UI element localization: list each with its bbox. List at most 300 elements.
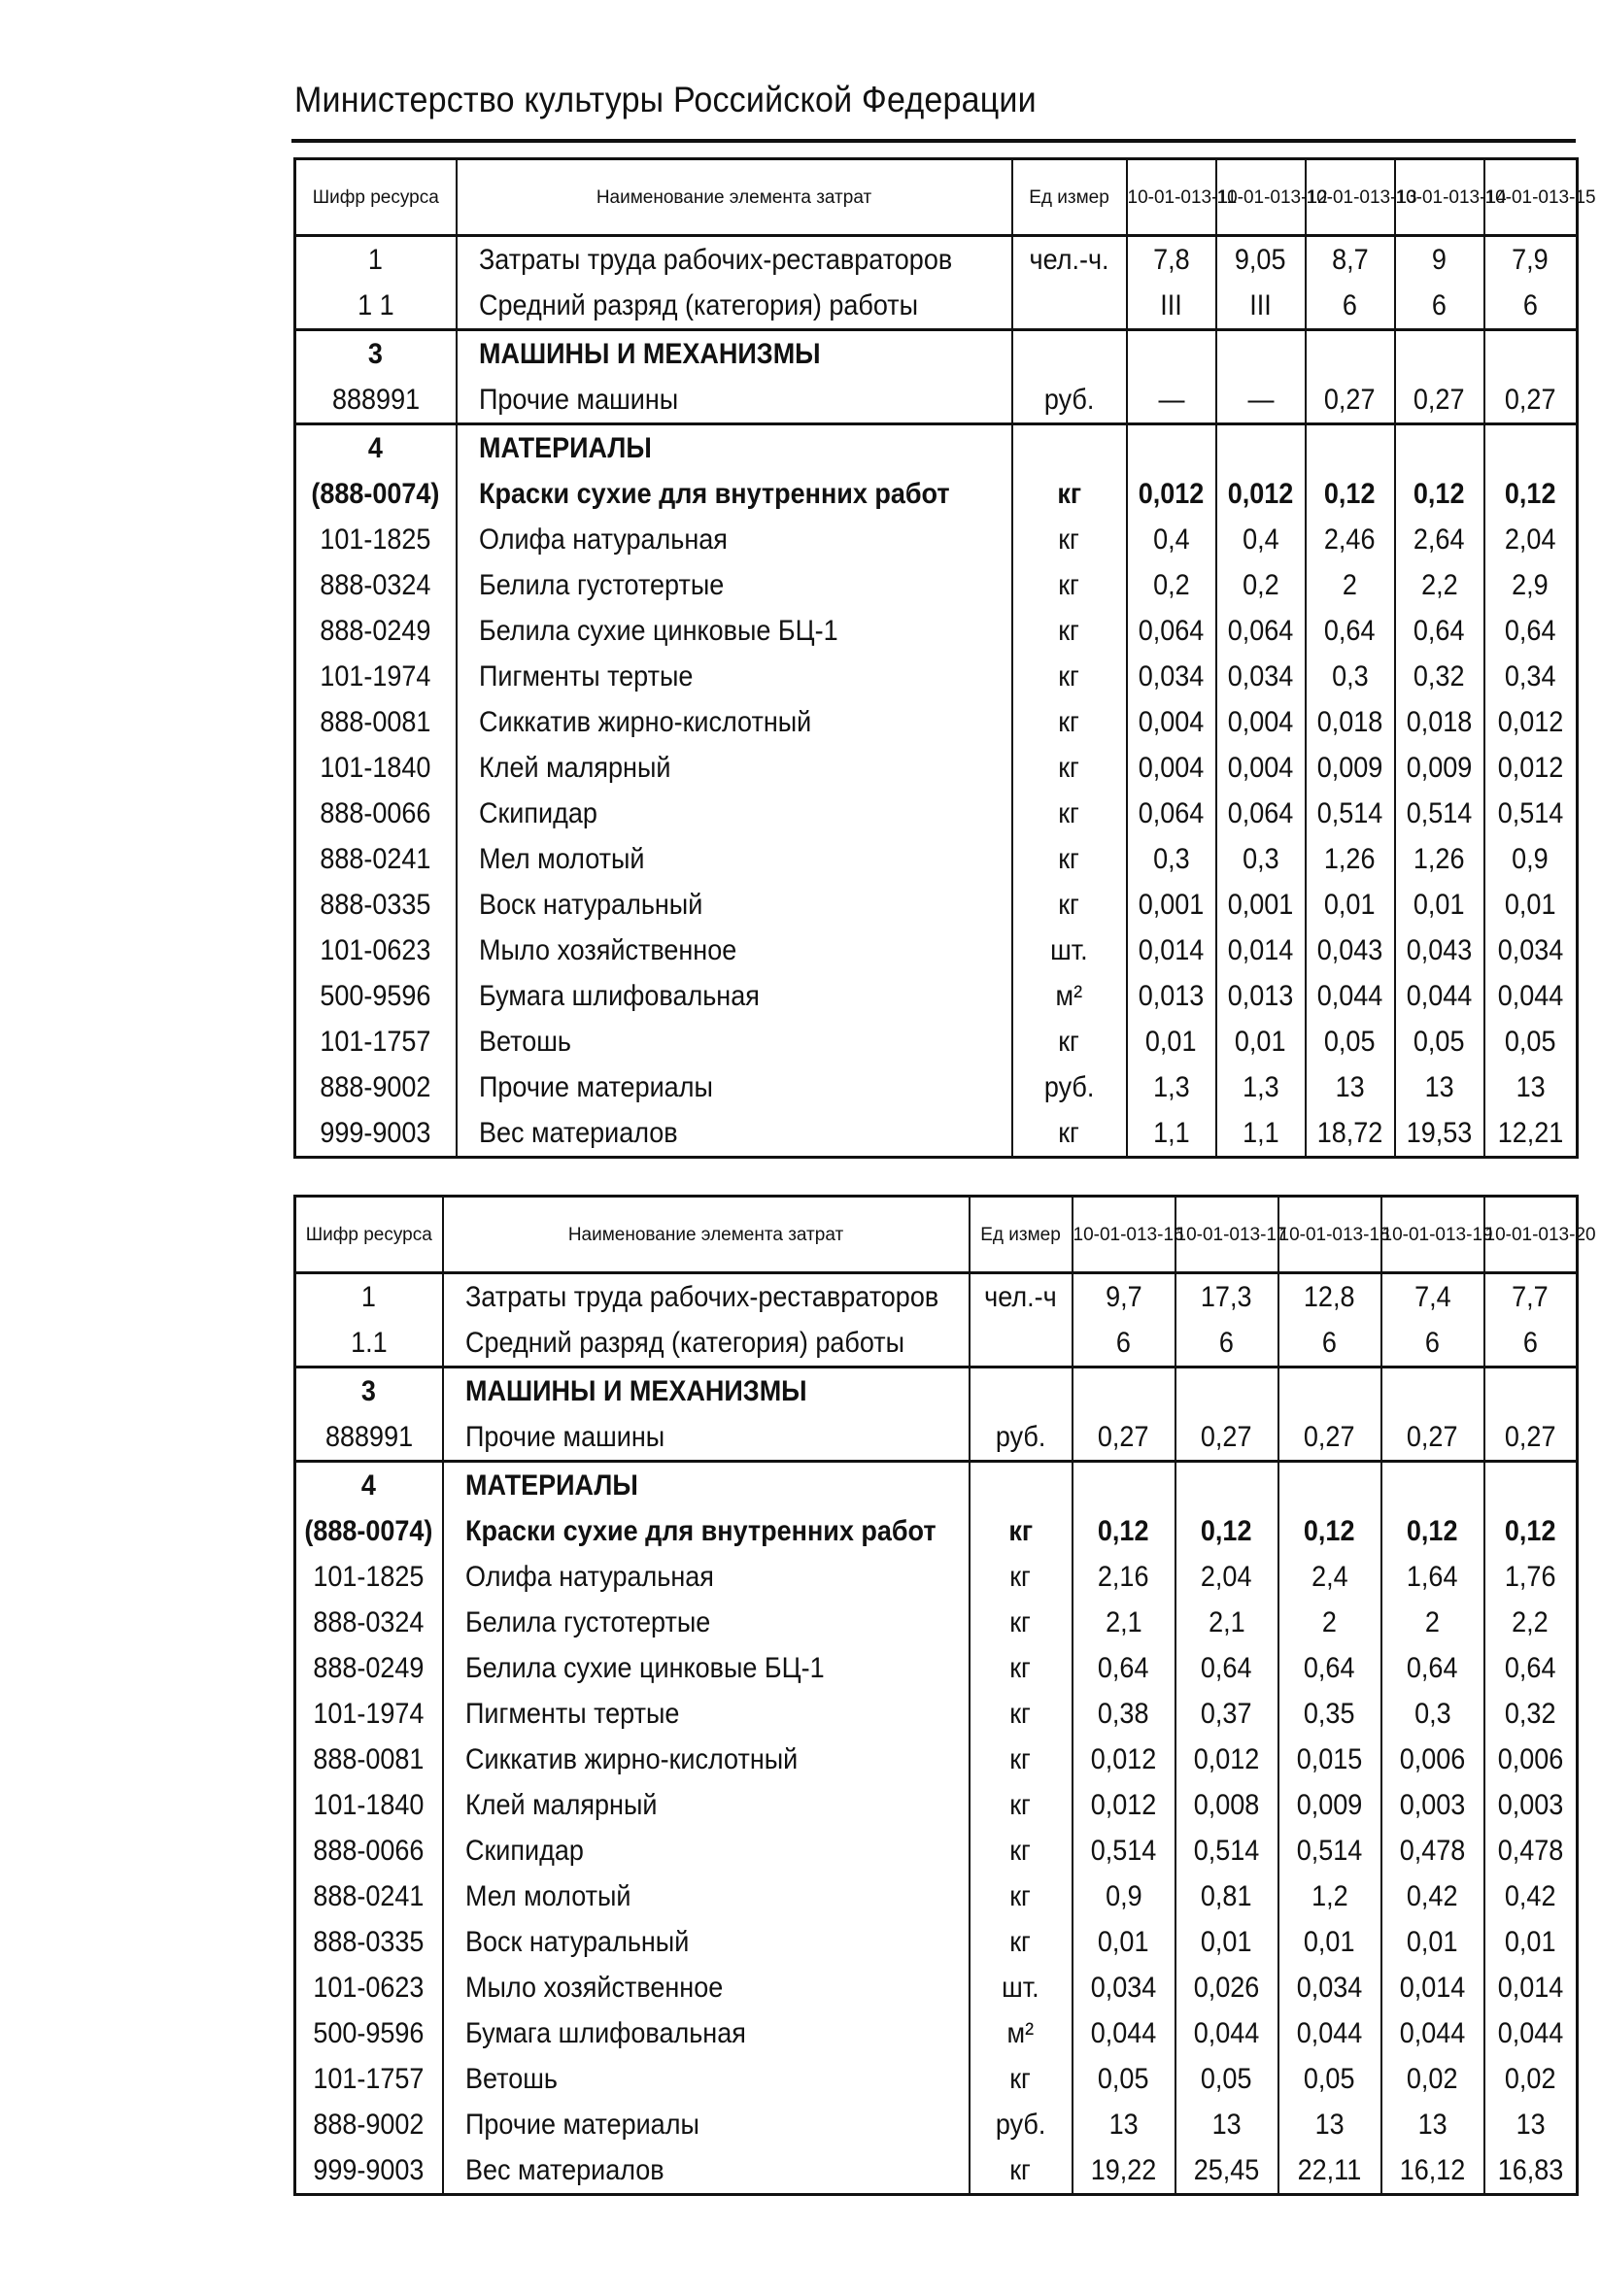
value-text: 0,514 xyxy=(1090,1835,1157,1867)
cell-value xyxy=(1073,2147,1175,2195)
page-title: Министерство культуры Российской Федерации xyxy=(294,80,1037,119)
value-text: 2,1 xyxy=(1208,1606,1245,1638)
value-text: 1,1 xyxy=(1242,1117,1279,1149)
resource-code-text: 888-0324 xyxy=(313,1606,425,1638)
value-text: 13 xyxy=(1335,1071,1365,1103)
table-row xyxy=(295,836,1578,882)
resource-code-text: 888-0249 xyxy=(313,1652,425,1684)
resource-code-text: 3 xyxy=(368,338,384,370)
value-text: 2 xyxy=(1424,1606,1441,1638)
value-text: 9 xyxy=(1431,244,1448,276)
cell-unit xyxy=(970,1414,1073,1462)
cell-value xyxy=(1127,791,1216,836)
cell-value xyxy=(1127,517,1216,562)
cell-item-name xyxy=(443,1737,970,1782)
value-text: 0,001 xyxy=(1227,889,1294,921)
item-name-text: Бумага шлифовальная xyxy=(464,2017,746,2049)
item-name-text: Прочие машины xyxy=(464,1421,664,1453)
value-text: 0,012 xyxy=(1193,1743,1260,1775)
value-text: 0,043 xyxy=(1316,934,1383,966)
item-name-text: Воск натуральный xyxy=(464,1926,689,1958)
cell-value xyxy=(1127,654,1216,699)
item-name-text: Белила сухие цинковые БЦ-1 xyxy=(464,1652,825,1684)
item-name-text: Мел молотый xyxy=(464,1880,630,1912)
cell-value xyxy=(1306,236,1395,284)
cell-value xyxy=(1278,1691,1381,1737)
cell-unit xyxy=(1012,377,1127,424)
value-text: 0,018 xyxy=(1406,706,1473,738)
resource-code-text: 888-9002 xyxy=(313,2109,425,2141)
cell-value xyxy=(1216,608,1306,654)
header-code: Шифр ресурса xyxy=(295,159,457,236)
cell-item-name xyxy=(457,791,1012,836)
resource-code-text: 4 xyxy=(368,432,384,464)
cell-value xyxy=(1127,377,1216,424)
table-row xyxy=(295,1273,1578,1321)
item-name-text: МАТЕРИАЛЫ xyxy=(464,1469,638,1502)
cell-resource-code xyxy=(295,1691,443,1737)
cell-value xyxy=(1306,836,1395,882)
item-name-text: Мыло хозяйственное xyxy=(464,1972,723,2004)
cell-value xyxy=(1395,973,1484,1019)
value-text: 13 xyxy=(1314,2109,1345,2141)
value-text: 2,04 xyxy=(1504,523,1556,556)
cell-value xyxy=(1484,2147,1578,2195)
value-text: 9,7 xyxy=(1105,1281,1142,1313)
cell-unit xyxy=(1012,1019,1127,1064)
item-name-text: Краски сухие для внутренних работ xyxy=(464,1515,937,1547)
value-text: 0,35 xyxy=(1304,1698,1355,1730)
value-text: 0,64 xyxy=(1098,1652,1149,1684)
cell-value xyxy=(1484,377,1578,424)
unit-text: кг xyxy=(1058,706,1080,738)
cell-value xyxy=(1484,1828,1578,1874)
value-text: 0,02 xyxy=(1504,2063,1556,2095)
value-text: 0,64 xyxy=(1504,1652,1556,1684)
cell-value xyxy=(1278,1782,1381,1828)
item-name-text: Затраты труда рабочих-реставраторов xyxy=(464,1281,938,1313)
value-text: 0,004 xyxy=(1227,752,1294,784)
table-row xyxy=(295,1462,1578,1509)
resource-code-text: 888-0066 xyxy=(320,797,431,829)
resource-code-text: 101-1974 xyxy=(313,1698,425,1730)
cell-unit xyxy=(970,2147,1073,2195)
cell-value xyxy=(1278,1828,1381,1874)
value-text: 6 xyxy=(1218,1327,1235,1359)
cell-resource-code xyxy=(295,928,457,973)
cell-value xyxy=(1306,562,1395,608)
value-text: 0,013 xyxy=(1227,980,1294,1012)
unit-text: кг xyxy=(1009,1789,1032,1821)
cell-unit xyxy=(970,1320,1073,1367)
cell-unit xyxy=(970,2102,1073,2147)
resource-code-text: 888-0241 xyxy=(313,1880,425,1912)
cell-item-name xyxy=(457,928,1012,973)
cell-value xyxy=(1484,608,1578,654)
value-text: 0,012 xyxy=(1497,752,1564,784)
header-unit: Ед измер xyxy=(970,1197,1073,1273)
cell-value xyxy=(1484,1064,1578,1110)
value-text: 13 xyxy=(1516,2109,1546,2141)
value-text: 2,4 xyxy=(1311,1561,1348,1593)
value-text: 0,4 xyxy=(1152,523,1190,556)
table-row xyxy=(295,562,1578,608)
cell-item-name xyxy=(457,654,1012,699)
cell-value xyxy=(1381,2102,1484,2147)
table-row xyxy=(295,745,1578,791)
value-text: 2,16 xyxy=(1098,1561,1149,1593)
value-text: 0,012 xyxy=(1138,478,1205,510)
cell-value xyxy=(1381,1919,1484,1965)
cell-value xyxy=(1278,1320,1381,1367)
cell-value xyxy=(1484,973,1578,1019)
cell-value xyxy=(1175,1554,1278,1600)
cell-resource-code xyxy=(295,608,457,654)
cell-value xyxy=(1127,836,1216,882)
cell-value xyxy=(1395,608,1484,654)
cell-resource-code xyxy=(295,1414,443,1462)
value-text: 0,003 xyxy=(1497,1789,1564,1821)
header-name: Наименование элемента затрат xyxy=(457,159,1012,236)
cell-item-name xyxy=(457,745,1012,791)
cell-value xyxy=(1381,2056,1484,2102)
value-text: 0,01 xyxy=(1098,1926,1149,1958)
cell-item-name xyxy=(443,1320,970,1367)
cell-resource-code xyxy=(295,1737,443,1782)
value-text: 0,004 xyxy=(1138,706,1205,738)
value-text: 2,1 xyxy=(1105,1606,1142,1638)
cell-item-name xyxy=(457,882,1012,928)
value-text: 1,2 xyxy=(1311,1880,1348,1912)
cell-item-name xyxy=(457,973,1012,1019)
value-text: 0,9 xyxy=(1512,843,1550,875)
cell-resource-code xyxy=(295,1320,443,1367)
value-text: 0,014 xyxy=(1227,934,1294,966)
value-text: 0,64 xyxy=(1504,615,1556,647)
cell-value xyxy=(1306,1110,1395,1158)
cell-value xyxy=(1484,791,1578,836)
header-column-code: 10-01-013-16 xyxy=(1073,1197,1175,1273)
cell-item-name xyxy=(457,836,1012,882)
cell-value xyxy=(1381,1965,1484,2010)
item-name-text: Затраты труда рабочих-реставраторов xyxy=(478,244,952,276)
cell-value xyxy=(1395,377,1484,424)
cell-value xyxy=(1306,928,1395,973)
cell-value xyxy=(1073,1600,1175,1645)
cell-unit xyxy=(970,1691,1073,1737)
cell-value xyxy=(1484,236,1578,284)
cell-item-name xyxy=(457,330,1012,378)
item-name-text: Вес материалов xyxy=(464,2154,664,2186)
header-column-code: 10-01-013-14 xyxy=(1395,159,1484,236)
table-row xyxy=(295,608,1578,654)
resource-code-text: 888991 xyxy=(331,384,420,416)
cell-value xyxy=(1395,1064,1484,1110)
value-text: 1,76 xyxy=(1504,1561,1556,1593)
table-row xyxy=(295,283,1578,330)
value-text: 0,514 xyxy=(1316,797,1383,829)
cell-unit xyxy=(1012,836,1127,882)
cell-resource-code xyxy=(295,791,457,836)
cell-resource-code xyxy=(295,1919,443,1965)
cell-value xyxy=(1395,471,1484,517)
cell-value xyxy=(1306,973,1395,1019)
cell-value xyxy=(1306,283,1395,330)
cell-value xyxy=(1306,1019,1395,1064)
resource-code-text: 101-1757 xyxy=(313,2063,425,2095)
resource-code-text: 101-1974 xyxy=(320,660,431,692)
cell-value xyxy=(1278,1737,1381,1782)
value-text: 0,05 xyxy=(1324,1026,1376,1058)
cell-resource-code xyxy=(295,1019,457,1064)
value-text: 0,27 xyxy=(1504,384,1556,416)
unit-text: кг xyxy=(1058,1117,1080,1149)
cell-value xyxy=(1484,1110,1578,1158)
cell-value xyxy=(1395,236,1484,284)
value-text: 1,26 xyxy=(1414,843,1465,875)
cell-value xyxy=(1073,1874,1175,1919)
cell-resource-code xyxy=(295,699,457,745)
cell-value xyxy=(1381,1462,1484,1509)
cell-unit xyxy=(970,1645,1073,1691)
unit-text: шт. xyxy=(1050,934,1088,966)
cell-value xyxy=(1216,973,1306,1019)
table-row xyxy=(295,1737,1578,1782)
cell-unit xyxy=(970,2010,1073,2056)
cell-value xyxy=(1175,1737,1278,1782)
cell-value xyxy=(1278,1367,1381,1415)
cell-value xyxy=(1395,928,1484,973)
cell-value xyxy=(1395,424,1484,472)
value-text: 6 xyxy=(1115,1327,1132,1359)
value-text: 13 xyxy=(1516,1071,1546,1103)
cell-value xyxy=(1278,1600,1381,1645)
item-name-text: Мел молотый xyxy=(478,843,644,875)
item-name-text: МАТЕРИАЛЫ xyxy=(478,432,652,464)
cell-value xyxy=(1127,928,1216,973)
table-row xyxy=(295,1414,1578,1462)
value-text: 0,2 xyxy=(1242,569,1279,601)
cell-value xyxy=(1216,1064,1306,1110)
cell-value xyxy=(1381,2147,1484,2195)
value-text: 22,11 xyxy=(1297,2154,1362,2186)
cell-value xyxy=(1127,562,1216,608)
item-name-text: Вес материалов xyxy=(478,1117,678,1149)
value-text: 0,01 xyxy=(1235,1026,1286,1058)
cell-value xyxy=(1175,1320,1278,1367)
table-row xyxy=(295,699,1578,745)
value-text: 0,044 xyxy=(1399,2017,1466,2049)
item-name-text: Воск натуральный xyxy=(478,889,702,921)
resource-code-text: 101-1757 xyxy=(320,1026,431,1058)
header-column-code: 10-01-013-13 xyxy=(1306,159,1395,236)
item-name-text: Мыло хозяйственное xyxy=(478,934,736,966)
cell-value xyxy=(1175,2102,1278,2147)
cell-value xyxy=(1073,1367,1175,1415)
value-text: 0,006 xyxy=(1497,1743,1564,1775)
cell-value xyxy=(1175,1874,1278,1919)
cell-item-name xyxy=(457,1019,1012,1064)
value-text: 0,12 xyxy=(1407,1515,1458,1547)
value-text: 0,27 xyxy=(1201,1421,1252,1453)
cell-item-name xyxy=(443,2010,970,2056)
table-row xyxy=(295,1367,1578,1415)
cell-value xyxy=(1175,1508,1278,1554)
table-row xyxy=(295,1828,1578,1874)
cell-item-name xyxy=(443,1645,970,1691)
value-text: 0,3 xyxy=(1414,1698,1451,1730)
value-text: 0,38 xyxy=(1098,1698,1149,1730)
unit-text: кг xyxy=(1058,660,1080,692)
cell-value xyxy=(1395,517,1484,562)
cell-value xyxy=(1073,1782,1175,1828)
cell-item-name xyxy=(443,1273,970,1321)
value-text: 0,01 xyxy=(1414,889,1465,921)
cell-value xyxy=(1216,236,1306,284)
cell-value xyxy=(1073,1554,1175,1600)
cell-value xyxy=(1278,1273,1381,1321)
resource-code-text: 999-9003 xyxy=(320,1117,431,1149)
value-text: 0,12 xyxy=(1414,478,1465,510)
value-text: 0,01 xyxy=(1201,1926,1252,1958)
cell-value xyxy=(1073,1737,1175,1782)
cell-value xyxy=(1395,836,1484,882)
resource-code-text: 500-9596 xyxy=(320,980,431,1012)
cell-value xyxy=(1127,236,1216,284)
cell-value xyxy=(1175,1645,1278,1691)
cell-item-name xyxy=(443,2056,970,2102)
resource-code-text: 888-0335 xyxy=(320,889,431,921)
cell-value xyxy=(1073,1462,1175,1509)
cell-value xyxy=(1395,562,1484,608)
unit-text: кг xyxy=(1058,797,1080,829)
cell-value xyxy=(1381,1737,1484,1782)
value-text: 0,004 xyxy=(1138,752,1205,784)
cell-value xyxy=(1278,2056,1381,2102)
cell-value xyxy=(1484,1320,1578,1367)
value-text: 17,3 xyxy=(1201,1281,1252,1313)
value-text: 9,05 xyxy=(1235,244,1286,276)
cell-resource-code xyxy=(295,517,457,562)
table-row xyxy=(295,1782,1578,1828)
unit-text: кг xyxy=(1009,1926,1032,1958)
value-text: 0,37 xyxy=(1201,1698,1252,1730)
cell-resource-code xyxy=(295,654,457,699)
header-column-code: 10-01-013-17 xyxy=(1175,1197,1278,1273)
value-text: 1,3 xyxy=(1152,1071,1190,1103)
cell-unit xyxy=(1012,791,1127,836)
cell-value xyxy=(1306,699,1395,745)
value-text: 0,013 xyxy=(1138,980,1205,1012)
value-text: 0,05 xyxy=(1504,1026,1556,1058)
item-name-text: Прочие материалы xyxy=(478,1071,713,1103)
value-text: 0,004 xyxy=(1227,706,1294,738)
cell-resource-code xyxy=(295,424,457,472)
value-text: 0,012 xyxy=(1090,1743,1157,1775)
resource-code-text: (888-0074) xyxy=(311,478,440,510)
cell-value xyxy=(1175,1273,1278,1321)
value-text: 0,012 xyxy=(1497,706,1564,738)
header-column-code: 10-01-013-15 xyxy=(1484,159,1578,236)
cell-value xyxy=(1395,745,1484,791)
cell-unit xyxy=(970,1367,1073,1415)
value-text: 0,008 xyxy=(1193,1789,1260,1821)
cell-value xyxy=(1127,608,1216,654)
item-name-text: МАШИНЫ И МЕХАНИЗМЫ xyxy=(478,338,821,370)
cell-value xyxy=(1484,2102,1578,2147)
cell-item-name xyxy=(457,377,1012,424)
item-name-text: Ветошь xyxy=(464,2063,558,2095)
value-text: 0,12 xyxy=(1098,1515,1149,1547)
cell-item-name xyxy=(457,424,1012,472)
cell-value xyxy=(1216,745,1306,791)
value-text: 2,04 xyxy=(1201,1561,1252,1593)
cell-value xyxy=(1127,424,1216,472)
value-text: 0,478 xyxy=(1497,1835,1564,1867)
value-text: 0,044 xyxy=(1316,980,1383,1012)
cell-value xyxy=(1484,1691,1578,1737)
value-text: 0,014 xyxy=(1497,1972,1564,2004)
cell-value xyxy=(1306,471,1395,517)
table-row xyxy=(295,928,1578,973)
cell-unit xyxy=(970,1273,1073,1321)
resource-code-text: 101-1840 xyxy=(320,752,431,784)
cell-unit xyxy=(1012,236,1127,284)
unit-text: чел.-ч. xyxy=(1029,244,1109,276)
unit-text: кг xyxy=(1009,1561,1032,1593)
value-text: 1,64 xyxy=(1407,1561,1458,1593)
cell-value xyxy=(1484,1508,1578,1554)
value-text: 1,26 xyxy=(1324,843,1376,875)
cell-value xyxy=(1395,882,1484,928)
cell-value xyxy=(1278,2010,1381,2056)
table-row xyxy=(295,330,1578,378)
value-text: — xyxy=(1158,384,1184,416)
unit-text: кг xyxy=(1058,752,1080,784)
cell-value xyxy=(1484,330,1578,378)
cell-value xyxy=(1484,699,1578,745)
cell-value xyxy=(1278,1508,1381,1554)
cell-value xyxy=(1484,928,1578,973)
value-text: 0,014 xyxy=(1399,1972,1466,2004)
cell-unit xyxy=(1012,1064,1127,1110)
cell-value xyxy=(1381,1691,1484,1737)
value-text: 7,7 xyxy=(1512,1281,1550,1313)
table-row xyxy=(295,471,1578,517)
cell-value xyxy=(1381,1414,1484,1462)
table-row xyxy=(295,1320,1578,1367)
resource-code-text: 888-0249 xyxy=(320,615,431,647)
cell-value xyxy=(1395,1019,1484,1064)
cell-value xyxy=(1073,1645,1175,1691)
value-text: 2,2 xyxy=(1420,569,1458,601)
cell-unit xyxy=(1012,517,1127,562)
cell-value xyxy=(1127,1019,1216,1064)
cell-value xyxy=(1175,1367,1278,1415)
value-text: 0,034 xyxy=(1227,660,1294,692)
item-name-text: Скипидар xyxy=(464,1835,584,1867)
resource-code-text: 888-0335 xyxy=(313,1926,425,1958)
value-text: 0,01 xyxy=(1304,1926,1355,1958)
cell-value xyxy=(1216,562,1306,608)
value-text: 0,01 xyxy=(1504,1926,1556,1958)
cell-value xyxy=(1484,882,1578,928)
cell-value xyxy=(1216,377,1306,424)
cell-value xyxy=(1484,283,1578,330)
unit-text: кг xyxy=(1009,2063,1032,2095)
value-text: 13 xyxy=(1108,2109,1139,2141)
cell-value xyxy=(1484,1414,1578,1462)
